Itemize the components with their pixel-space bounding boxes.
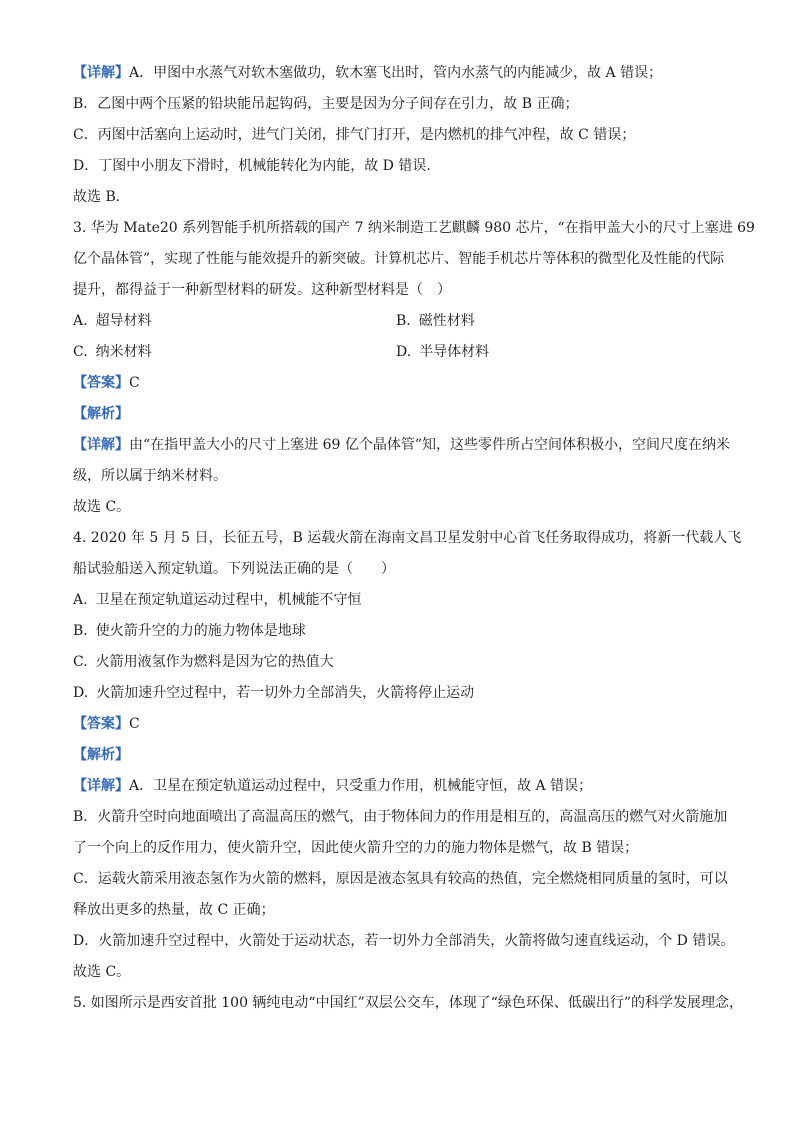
- question-4-stem-line: [73, 523, 742, 554]
- answer-tag: 【答案】: [73, 375, 129, 391]
- detail-line: [73, 802, 728, 833]
- option-key: A.: [73, 313, 88, 329]
- document-page: [73, 58, 755, 1019]
- detail-text: C．运载火箭采用液态氢作为火箭的燃料，原因是液态氢具有较高的热值，完全燃烧相同质量的氢时，可以: [73, 871, 728, 887]
- conclusion-text: 故选 C。: [73, 499, 131, 515]
- detail-text: C．丙图中活塞向上运动时，进气门关闭，排气门打开，是内燃机的排气冲程，故 C 错误；: [73, 127, 636, 143]
- conclusion-line: [73, 492, 723, 523]
- detail-text: 释放出更多的热量，故 C 正确；: [73, 902, 275, 918]
- option-key: B.: [73, 623, 88, 639]
- analysis-tag: 【解析】: [73, 747, 129, 763]
- detail-tag: 【详解】: [73, 437, 129, 453]
- detail-line: [73, 833, 723, 864]
- answer-value: C: [129, 375, 140, 391]
- detail-tag: 【详解】: [73, 778, 129, 794]
- option-key: D.: [73, 685, 89, 701]
- option-c: [73, 337, 396, 368]
- option-a: [73, 306, 396, 337]
- option-a: [73, 585, 723, 616]
- detail-line: [73, 120, 723, 151]
- detail-line: [73, 151, 723, 182]
- detail-text: B．乙图中两个压紧的铅块能吊起钩码，主要是因为分子间存在引力，故 B 正确；: [73, 96, 579, 112]
- stem-text: 船试验船送入预定轨道。下列说法正确的是（ ）: [73, 561, 395, 577]
- detail-line: [73, 771, 723, 802]
- option-key: B.: [396, 313, 411, 329]
- detail-text: D．火箭加速升空过程中，火箭处于运动状态，若一切外力全部消失，火箭将做匀速直线运动，个 D 错误。: [73, 933, 735, 949]
- conclusion-text: 故选 B．: [73, 189, 130, 205]
- conclusion-line: [73, 182, 723, 213]
- conclusion-line: [73, 957, 723, 988]
- stem-text: 5. 如图所示是西安首批 100 辆纯电动“中国红”双层公交车，体现了“绿色环保、低碳出行”的科学发展理念，: [73, 995, 744, 1011]
- option-key: D.: [396, 344, 412, 360]
- question-3-stem-line: [73, 244, 723, 275]
- option-text: 使火箭升空的力的施力物体是地球: [95, 623, 306, 639]
- option-text: 纳米材料: [95, 344, 152, 360]
- option-text: 火箭加速升空过程中，若一切外力全部消失，火箭将停止运动: [96, 685, 475, 701]
- stem-text: 提升，都得益于一种新型材料的研发。这种新型材料是（ ）: [73, 282, 451, 298]
- detail-text: A．甲图中水蒸气对软木塞做功，软木塞飞出时，管内水蒸气的内能减少，故 A 错误；: [129, 65, 663, 81]
- answer-value: C: [129, 716, 140, 732]
- detail-text: B．火箭升空时向地面喷出了高温高压的燃气，由于物体间力的作用是相互的，高温高压的燃气对火箭施加: [73, 809, 728, 825]
- option-c: [73, 647, 723, 678]
- option-text: 卫星在预定轨道运动过程中，机械能不守恒: [95, 592, 362, 608]
- option-text: 半导体材料: [419, 344, 490, 360]
- question-3-stem-line: [73, 213, 755, 244]
- option-b: [73, 616, 723, 647]
- detail-tag: 【详解】: [73, 65, 129, 81]
- question-5-stem-line: [73, 988, 744, 1019]
- option-text: 超导材料: [95, 313, 152, 329]
- question-3-options-row: [73, 306, 723, 337]
- conclusion-text: 故选 C。: [73, 964, 131, 980]
- option-key: A.: [73, 592, 88, 608]
- detail-text: A．卫星在预定轨道运动过程中，只受重力作用，机械能守恒，故 A 错误；: [129, 778, 593, 794]
- detail-line: [73, 430, 731, 461]
- option-d: [396, 337, 719, 368]
- detail-text: 级，所以属于纳米材料。: [73, 468, 227, 484]
- option-text: 磁性材料: [418, 313, 475, 329]
- stem-text: 4. 2020 年 5 月 5 日，长征五号，B 运载火箭在海南文昌卫星发射中心首飞任务取得成功，将新一代载人飞: [73, 530, 742, 546]
- question-4-stem-line: [73, 554, 723, 585]
- detail-line: [73, 864, 728, 895]
- question-3-options-row: [73, 337, 723, 368]
- analysis-tag: 【解析】: [73, 406, 129, 422]
- option-key: C.: [73, 654, 88, 670]
- detail-text: 由“在指甲盖大小的尺寸上塞进 69 亿个晶体管”知，这些零件所占空间体积极小，空间尺度在纳米: [129, 437, 731, 453]
- option-b: [396, 306, 719, 337]
- analysis-line: [73, 740, 723, 771]
- option-text: 火箭用液氢作为燃料是因为它的热值大: [95, 654, 334, 670]
- detail-text: D．丁图中小朋友下滑时，机械能转化为内能，故 D 错误．: [73, 158, 441, 174]
- answer-line: [73, 368, 723, 399]
- question-3-stem-line: [73, 275, 723, 306]
- detail-line: [73, 89, 723, 120]
- option-d: [73, 678, 723, 709]
- analysis-line: [73, 399, 723, 430]
- answer-line: [73, 709, 723, 740]
- stem-text: 3. 华为 Mate20 系列智能手机所搭载的国产 7 纳米制造工艺麒麟 980 芯片，“在指甲盖大小的尺寸上塞进 69: [73, 220, 755, 236]
- detail-line: [73, 895, 723, 926]
- detail-line: [73, 926, 735, 957]
- answer-tag: 【答案】: [73, 716, 129, 732]
- detail-line: [73, 58, 723, 89]
- detail-line: [73, 461, 723, 492]
- stem-text: 亿个晶体管”，实现了性能与能效提升的新突破。计算机芯片、智能手机芯片等体积的微型化及性能的代际: [73, 251, 725, 267]
- detail-text: 了一个向上的反作用力，使火箭升空，因此使火箭升空的力的施力物体是燃气，故 B 错误；: [73, 840, 639, 856]
- option-key: C.: [73, 344, 88, 360]
